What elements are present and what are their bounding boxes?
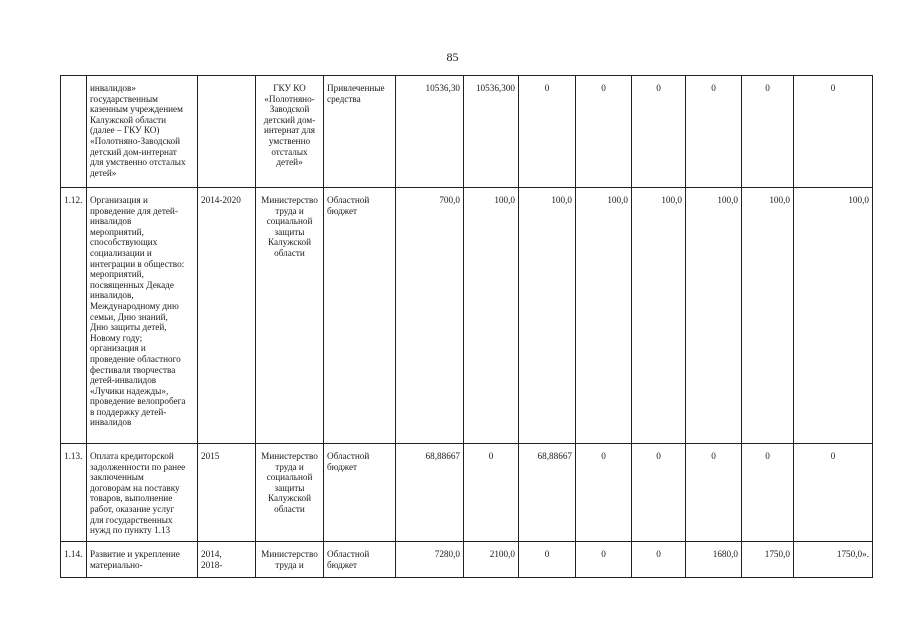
year-amount: 0 <box>794 444 873 542</box>
table-row <box>61 76 873 188</box>
executor: ГКУ КО «Полотняно- Заводской детский дом- интернат для умственно отсталых детей» <box>256 76 324 188</box>
funding-source: Областной бюджет <box>324 542 396 578</box>
table-row <box>61 188 873 444</box>
year-amount: 100,0 <box>632 188 686 444</box>
executor: Министерство труда и <box>256 542 324 578</box>
year-amount: 0 <box>794 76 873 188</box>
year-amount: 0 <box>742 76 794 188</box>
years <box>198 76 256 188</box>
year-amount: 0 <box>576 76 632 188</box>
row-number: 1.13. <box>61 444 87 542</box>
row-number: 1.14. <box>61 542 87 578</box>
measure-name: Развитие и укрепление материально- <box>87 542 198 578</box>
year-amount: 100,0 <box>519 188 576 444</box>
page-number: 85 <box>446 50 459 64</box>
year-amount: 0 <box>519 542 576 578</box>
funding-source: Привлеченные средства <box>324 76 396 188</box>
funding-source: Областной бюджет <box>324 188 396 444</box>
total-amount: 10536,30 <box>396 76 464 188</box>
year-amount: 0 <box>576 542 632 578</box>
year-amount: 10536,300 <box>464 76 519 188</box>
year-amount: 0 <box>686 444 742 542</box>
year-amount: 0 <box>632 444 686 542</box>
year-amount: 1750,0». <box>794 542 873 578</box>
years: 2014, 2018- <box>198 542 256 578</box>
years: 2015 <box>198 444 256 542</box>
year-amount: 0 <box>686 76 742 188</box>
table-row <box>61 542 873 578</box>
year-amount: 0 <box>742 444 794 542</box>
year-amount: 0 <box>576 444 632 542</box>
year-amount: 100,0 <box>576 188 632 444</box>
table-row <box>61 444 873 542</box>
table-body <box>61 76 873 578</box>
year-amount: 100,0 <box>686 188 742 444</box>
row-number <box>61 76 87 188</box>
total-amount: 700,0 <box>396 188 464 444</box>
year-amount: 68,88667 <box>519 444 576 542</box>
measure-name: Оплата кредиторской задолженности по ранее заключенным договорам на поставку товаров, выполнение работ, оказание услуг для государственных нужд по пункту 1.13 <box>87 444 198 542</box>
year-amount: 1680,0 <box>686 542 742 578</box>
year-amount: 100,0 <box>794 188 873 444</box>
executor: Министерство труда и социальной защиты Калужской области <box>256 188 324 444</box>
year-amount: 0 <box>519 76 576 188</box>
year-amount: 2100,0 <box>464 542 519 578</box>
measure-name: Организация и проведение для детей- инвалидов мероприятий, способствующих социализации и интеграции в общество: мероприятий, посвященных Декаде инвалидов, Международному дню семьи, Дню знаний, Дню защиты детей, Новому году; организация и проведение областного фестиваля творчества детей-инвалидов «Лучики надежды», проведение велопробега в поддержку детей- инвалидов <box>87 188 198 444</box>
total-amount: 7280,0 <box>396 542 464 578</box>
year-amount: 0 <box>632 542 686 578</box>
budget-table <box>60 75 873 578</box>
year-amount: 100,0 <box>464 188 519 444</box>
year-amount: 1750,0 <box>742 542 794 578</box>
measure-name: инвалидов» государственным казенным учреждением Калужской области (далее – ГКУ КО) «Полотняно-Заводской детский дом-интернат для умственно отсталых детей» <box>87 76 198 188</box>
year-amount: 100,0 <box>742 188 794 444</box>
years: 2014-2020 <box>198 188 256 444</box>
funding-source: Областной бюджет <box>324 444 396 542</box>
executor: Министерство труда и социальной защиты Калужской области <box>256 444 324 542</box>
year-amount: 0 <box>464 444 519 542</box>
total-amount: 68,88667 <box>396 444 464 542</box>
year-amount: 0 <box>632 76 686 188</box>
row-number: 1.12. <box>61 188 87 444</box>
